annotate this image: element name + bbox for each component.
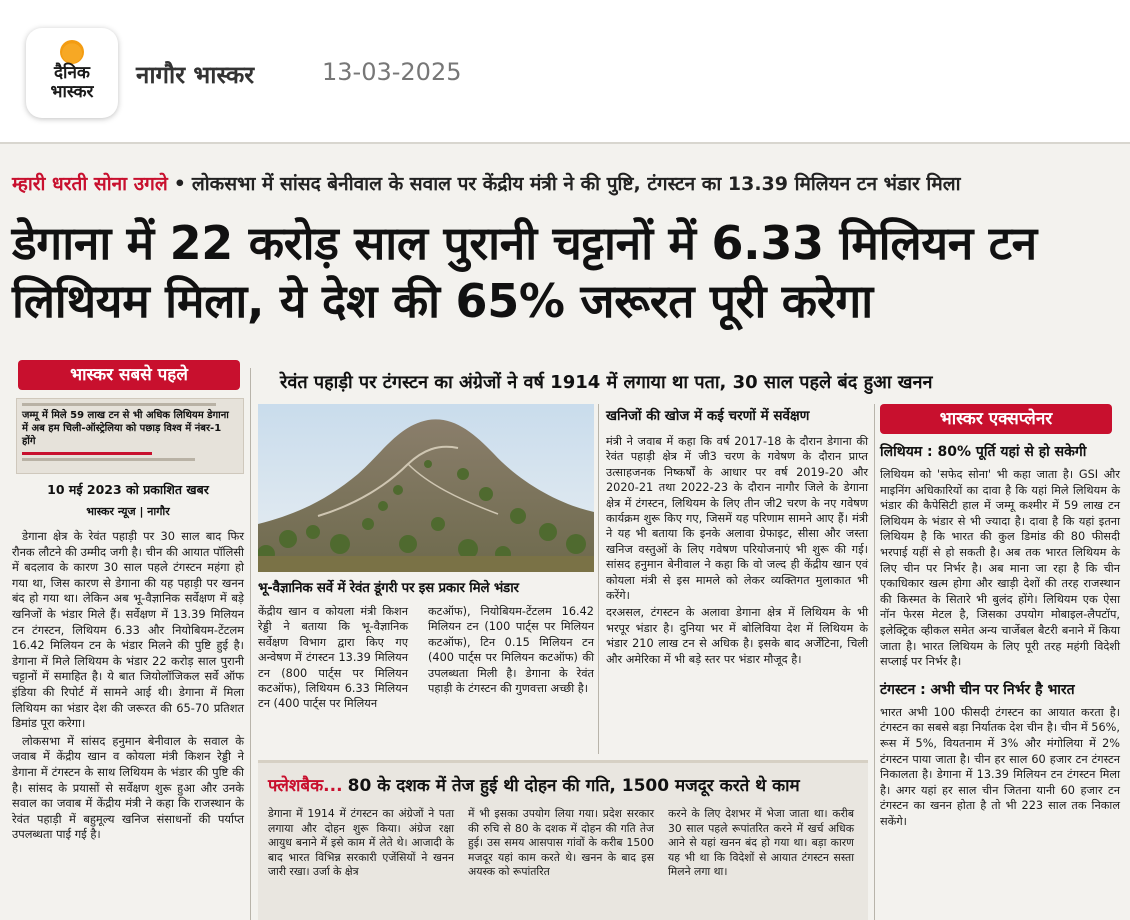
revant-hill-photo [258, 404, 594, 572]
clip-top-border [0, 142, 1130, 144]
flashback-kicker: फ्लेशबैक... [268, 776, 343, 796]
lithium-body: लिथियम को 'सफेद सोना' भी कहा जाता है। GSI और माइनिंग अधिकारियों का दावा है कि यहां मिले लिथियम के भंडार की कैपेसिटी हाल में जम्मू कश्मीर में 59 लाख टन लिथियम के भंडार से भी ज्यादा है। दावा है कि यहां इतना लिथियम है कि भारत की कुल डिमांड की 80 फीसदी भरपाई यहीं से हो सकती है। अब तक भारत लिथियम के लिए चीन पर निर्भर है। अब माना जा रहा है कि चीन एकाधिकार खत्म होगा और खाड़ी देशों की तरह राजस्थान की किस्मत के सितारे भी बुलंद होंगे। लिथियम एक ऐसा नॉन फेरस मेटल है, जिसका उपयोग मोबाइल-लैपटॉप, इलेक्ट्रिक व्हीकल समेत अन्य चार्जेबल बैटरी बनाने में किया जाता है। भारत लिथियम के लिए पूरी तरह महंगी विदेशी सप्लाई पर निर्भर है। [880, 468, 1120, 669]
survey-stages-body [606, 434, 868, 669]
published-note: 10 मई 2023 को प्रकाशित खबर [47, 482, 209, 497]
column-divider [250, 368, 251, 920]
mini-rule [22, 403, 216, 406]
hill-illustration [258, 404, 594, 572]
bhaskar-sabse-pehle-banner: भास्कर सबसे पहले [18, 360, 240, 390]
left-column [12, 360, 244, 845]
flashback-box [258, 760, 868, 920]
flashback-col-2: में भी इसका उपयोग लिया गया। प्रदेश सरकार की रुचि से 80 के दशक में दोहन की गति तेज हुई। उस समय आसपास गांवों के करीब 1500 मजदूर यहां काम करते थे। खनन के बाद इस अयस्क को रूपांतरित [468, 807, 654, 879]
left-body-text [12, 529, 244, 843]
old-news-clipping [16, 398, 244, 474]
dainik-bhaskar-logo[interactable] [26, 28, 118, 118]
mini-rule-red [22, 452, 152, 455]
left-paragraph-1: डेगाना क्षेत्र के रेवंत पहाड़ी पर 30 साल बाद फिर रौनक लौटने की उम्मीद जगी है। चीन की आयात पॉलिसी में बदलाव के कारण 30 साल पहले टंगस्टन महंगा हो गया था, जिस कारण से डेगाना की यह पहाड़ी पर खनन बंद हो गया था। लेकिन अब भू-वैज्ञानिक सर्वेक्षण में बड़े खनिजों के भंडार मिले हैं। सर्वेक्षण में 13.39 मिलियन टन टंगस्टन, लिथियम 6.33 और नियोबियम-टेंटलम 16.42 मिलियन टन के भंडार मिलने की पुष्टि हुई है। डेगाना में मिले लिथियम के भंडार 22 करोड़ साल पुरानी चट्टानों में समाहित है। ये बात जियोलॉजिकल सर्वे ऑफ इंडिया की रिपोर्ट में सामने आई थी। डेगाना में मिला लिथियम का भंडार देश की जरूरत की 65-70 प्रतिशत डिमांड पूरा करेगा। [12, 529, 244, 731]
old-news-headline: जम्मू में मिले 59 लाख टन से भी अधिक लिथियम डेगाना में अब हम चिली-ऑस्ट्रेलिया को पछाड़ विश्व में नंबर-1 होंगे [22, 410, 229, 447]
column-divider [598, 404, 599, 754]
source-name[interactable]: नागौर भास्कर [136, 61, 255, 89]
byline: भास्कर न्यूज | नागौर [86, 505, 170, 518]
flashback-title: 80 के दशक में तेज हुई थी दोहन की गति, 1500 मजदूर करते थे काम [347, 776, 800, 796]
lithium-heading: लिथियम : 80% पूर्ति यहां से हो सकेगी [880, 444, 1087, 460]
logo-line1: दैनिक [54, 63, 90, 83]
kicker-row [12, 170, 961, 200]
sun-icon [60, 40, 84, 64]
main-headline: डेगाना में 22 करोड़ साल पुरानी चट्टानों में 6.33 मिलियन टन लिथियम मिला, ये देश की 65% जरूरत पूरी करेगा [12, 216, 1037, 328]
minister-statement-part2: कटऑफ), नियोबियम-टेंटलम 16.42 मिलियन टन (100 पार्ट्स पर मिलियन कटऑफ), टिन 0.15 मिलियन टन (400 पार्ट्स पर मिलियन कटऑफ) की उपलब्धता मिली है। डेगाना के रेवंत पहाड़ी के टंगस्टन की गुणवत्ता अच्छी है। [428, 605, 594, 696]
kicker-separator: • [173, 173, 186, 195]
subheadline: रेवंत पहाड़ी पर टंगस्टन का अंग्रेजों ने वर्ष 1914 में लगाया था पता, 30 साल पहले बंद हुआ खनन [280, 372, 933, 393]
explainer-column [880, 404, 1120, 829]
kicker-text: लोकसभा में सांसद बेनीवाल के सवाल पर केंद्रीय मंत्री ने की पुष्टि, टंगस्टन का 13.39 मिलियन टन भंडार मिला [191, 173, 961, 195]
bhaskar-explainer-banner: भास्कर एक्सप्लेनर [880, 404, 1112, 434]
survey-paragraph-2: दरअसल, टंगस्टन के अलावा डेगाना क्षेत्र में लिथियम के भी भरपूर भंडार है। दुनिया भर में बोलिविया देश में लिथियम के भंडार 210 लाख टन से अधिक है। इसके बाद अर्जेंटिना, चिली और अमेरिका में भी बड़े स्तर पर भंडार मौजूद है। [606, 606, 868, 666]
flashback-col-1: डेगाना में 1914 में टंगस्टन का अंग्रेजों ने पता लगाया और दोहन शुरू किया। अंग्रेज रक्षा आयुध बनाने में इसे काम में लेते थे। आजादी के बाद भारत विभिन्न सरकारी एजेंसियों ने खनन जारी रखा। उर्जा के क्षेत्र [268, 807, 454, 879]
photo-caption: भू-वैज्ञानिक सर्वे में रेवंत डूंगरी पर इस प्रकार मिले भंडार [258, 572, 594, 600]
minister-statement-part1: केंद्रीय खान व कोयला मंत्री किशन रेड्डी ने बताया कि भू-वैज्ञानिक सर्वेक्षण विभाग द्वारा किए गए अन्वेषण में टंगस्टन 13.39 मिलियन टन (800 पार्ट्स पर मिलियन कटऑफ), लिथियम 6.33 मिलियन टन (400 पार्ट्स पर मिलियन [258, 605, 408, 711]
tungsten-body: भारत अभी 100 फीसदी टंगस्टन का आयात करता है। टंगस्टन का सबसे बड़ा निर्यातक देश चीन है। चीन में 56%, रूस में 5%, वियतनाम में 3% और मंगोलिया में 2% टंगस्टन पाया जाता है। चीन हर साल 60 हजार टन टंगस्टन निकालता है। डेगाना में 13.39 मिलियन टन टंगस्टन मिला है। अगर यहां हर साल चीन जितना यानी 60 हजार टन टंगस्टन का खनन होता है तो भी 223 साल तक निकाल सकेंगे। [880, 705, 1120, 828]
left-paragraph-2: लोकसभा में सांसद हनुमान बेनीवाल के सवाल के जवाब में केंद्रीय खान व कोयला मंत्री किशन रेड्डी ने डेगाना में टंगस्टन के साथ लिथियम के भंडार की पुष्टि की है। सांसद के प्रयासों से सर्वेक्षण शुरू हुआ और उनके सवाल का जवाब में केंद्रीय मंत्री ने कहा कि राजस्थान के रेवंत पहाड़ी में बहुमूल्य खनिज संसाधनों की पर्याप्त उपलब्धता पाई गई है। [12, 733, 244, 842]
publish-date: 13-03-2025 [322, 58, 462, 86]
mini-rule [22, 458, 195, 461]
kicker-label: म्हारी धरती सोना उगले [12, 173, 168, 195]
source-header [0, 0, 1130, 140]
tungsten-heading: टंगस्टन : अभी चीन पर निर्भर है भारत [880, 681, 1075, 698]
logo-line2: भास्कर [50, 82, 94, 102]
survey-paragraph-1: मंत्री ने जवाब में कहा कि वर्ष 2017-18 के दौरान डेगाना की रेवंत पहाड़ी क्षेत्र में जी3 चरण के गवेषण के दौरान प्राप्त उत्साहजनक निष्कर्षों के आधार पर वर्ष 2019-20 और 2020-21 तथा 2022-23 के दौरान नागौर जिले के डेगाना क्षेत्र में टंगस्टन, लिथियम के लिए तीन जी2 चरण के नए गवेषण कार्यक्रम शुरू किए गए, जिसमें यह परिणाम सामने आए हैं। मंत्री ने यह भी बताया कि इनके अलावा ग्रेफाइट, सीसा और जस्ता खनिज वस्तुओं के लिए गवेषण परियोजनाएं भी शुरू की गई। सांसद हनुमान बेनीवाल ने कहा कि वो जल्द ही केंद्रीय खान एवं कोयला मंत्री से इस मामले को लेकर व्यक्तिगत मुलाकात भी करेंगे। [606, 435, 868, 603]
newspaper-clipping [0, 142, 1130, 920]
column-divider [874, 404, 875, 920]
flashback-heading [268, 773, 800, 796]
flashback-col-3: करने के लिए देशभर में भेजा जाता था। करीब 30 साल पहले रूपांतरित करने में खर्च अधिक आने से यहां खनन बंद हो गया था। बड़ा कारण यह भी था कि विदेशों से आयात टंगस्टन सस्ता मिलने लगा था। [668, 807, 854, 879]
survey-stages-heading: खनिजों की खोज में कई चरणों में सर्वेक्षण [606, 408, 810, 424]
